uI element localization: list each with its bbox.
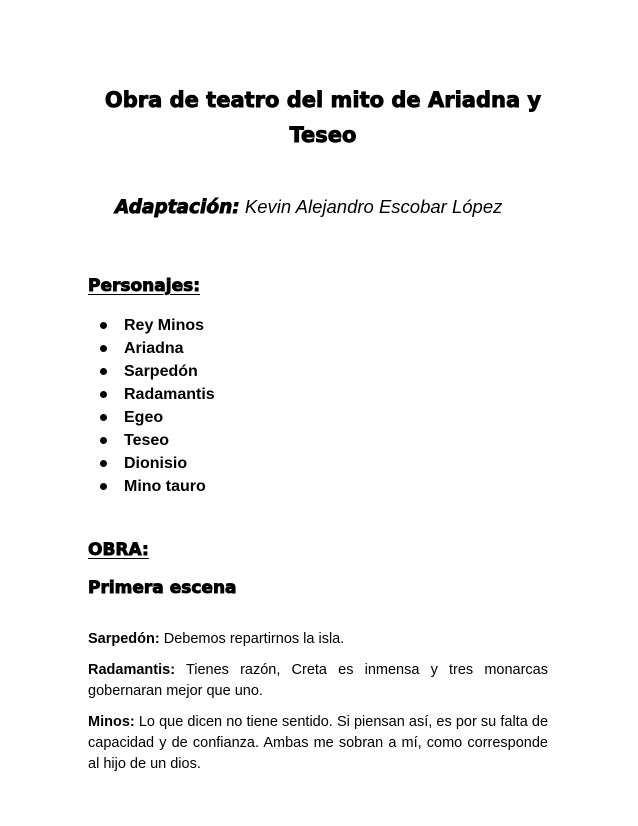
list-item: Sarpedón <box>98 360 215 383</box>
list-item: Rey Minos <box>98 314 215 337</box>
dialogue-text: Debemos repartirnos la isla. <box>163 630 345 647</box>
bullet-icon <box>100 437 107 444</box>
list-item: Radamantis <box>98 383 215 406</box>
list-item: Teseo <box>98 429 215 452</box>
list-item: Ariadna <box>98 337 215 360</box>
document-title <box>88 83 558 153</box>
dialogue-text: Tienes razón, Creta es inmensa y tres monarcas gobernaran mejor que uno. <box>88 661 548 699</box>
dialogue-line <box>88 660 548 702</box>
adaptation-author: Kevin Alejandro Escobar López <box>244 196 503 217</box>
list-item: Dionisio <box>98 452 215 475</box>
dialogue-line <box>88 712 548 775</box>
adaptation-line <box>115 196 502 219</box>
list-item: Mino tauro <box>98 475 215 498</box>
speaker-name: Sarpedón: <box>88 630 160 647</box>
title-line-1: Obra de teatro del mito de Ariadna y <box>104 88 542 112</box>
list-item: Egeo <box>98 406 215 429</box>
bullet-icon <box>100 322 107 329</box>
dialogue-line <box>88 629 548 650</box>
speaker-name: Radamantis: <box>88 661 176 678</box>
characters-heading: Personajes: <box>88 276 201 296</box>
title-line-2: Teseo <box>289 123 357 147</box>
bullet-icon <box>100 414 107 421</box>
adaptation-label: Adaptación: <box>115 197 240 218</box>
bullet-icon <box>100 483 107 490</box>
speaker-name: Minos: <box>88 713 135 730</box>
characters-list <box>98 314 215 498</box>
bullet-icon <box>100 460 107 467</box>
play-heading: OBRA: <box>88 540 149 560</box>
bullet-icon <box>100 391 107 398</box>
dialogue-text: Lo que dicen no tiene sentido. Si piensan así, es por su falta de capacidad y de confianza. Ambas me sobran a mí, como corresponde al hijo de un dios. <box>88 713 549 772</box>
scene-heading: Primera escena <box>88 578 237 598</box>
bullet-icon <box>100 368 107 375</box>
bullet-icon <box>100 345 107 352</box>
